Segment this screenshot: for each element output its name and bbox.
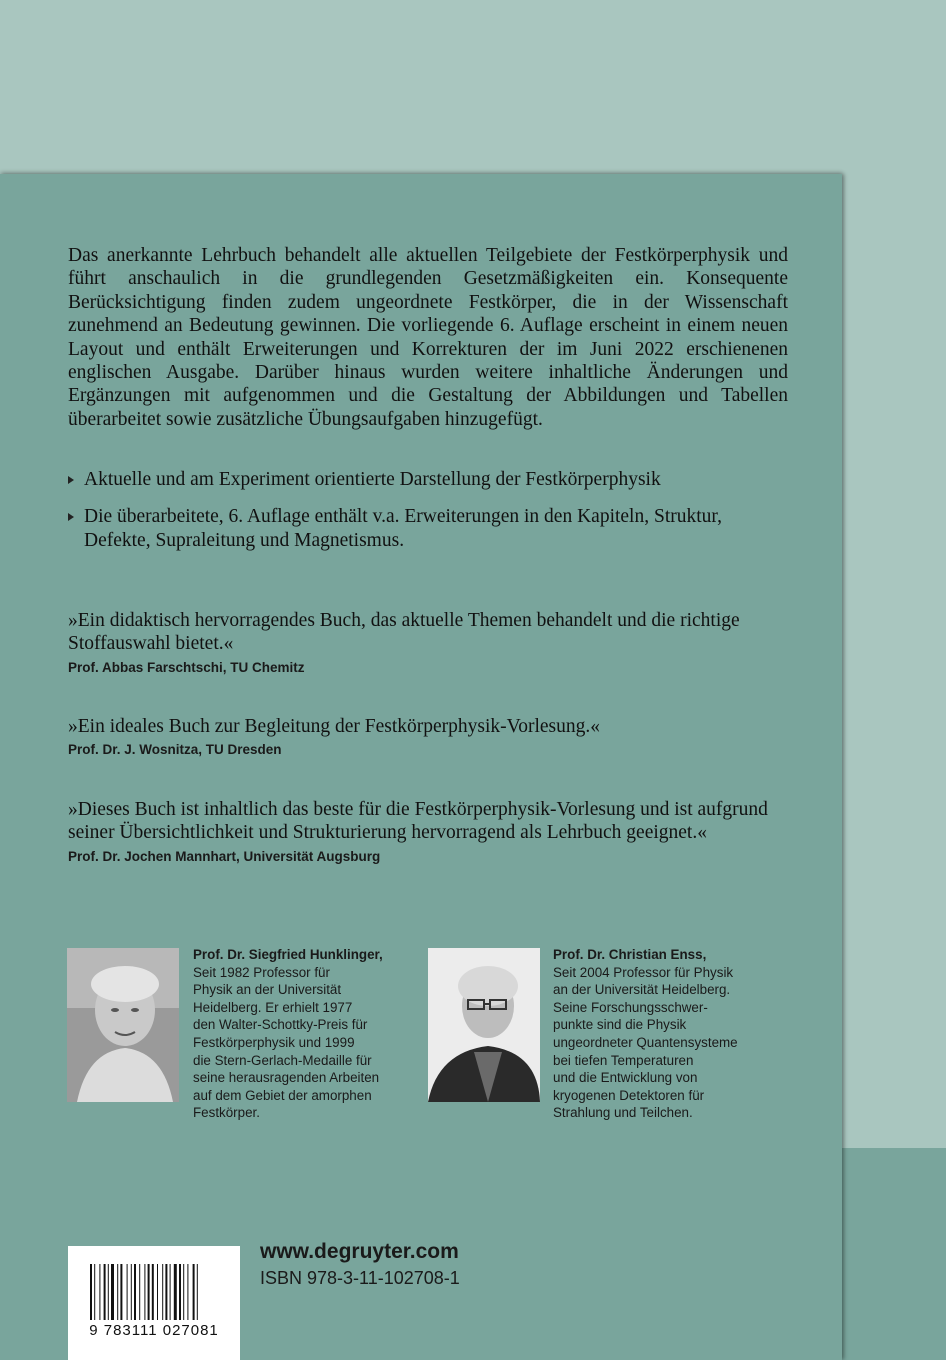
quote-text: »Ein ideales Buch zur Begleitung der Festkörperphysik-Vorlesung.« [68, 716, 600, 737]
barcode-bar [157, 1264, 158, 1320]
isbn-number: ISBN 978-3-11-102708-1 [260, 1268, 460, 1288]
barcode-bar [111, 1264, 114, 1320]
feature-item [68, 505, 788, 552]
feature-text: Die überarbeitete, 6. Auflage enthält v.a. Erweiterungen in den Kapiteln, Struktur, Defekte, Supraleitung und Magnetismus. [84, 506, 722, 551]
barcode-bar [179, 1264, 181, 1320]
review-quote [68, 798, 768, 864]
barcode-bar [94, 1264, 95, 1320]
author-name: Prof. Dr. Christian Enss, [553, 947, 707, 962]
barcode-bar [131, 1264, 132, 1320]
feature-list [68, 468, 788, 566]
author-bio-text: Seit 1982 Professor für Physik an der Universität Heidelberg. Er erhielt 1977 den Walter-Schottky-Preis für Festkörperphysik und 1999 die Stern-Gerlach-Medaille für seine herausragenden Arbeiten auf dem Gebiet der amorphen Festkörper. [193, 964, 380, 1121]
portrait-image [67, 948, 179, 1102]
background-strip [842, 1148, 946, 1360]
barcode-bar [139, 1264, 140, 1320]
barcode-bar [134, 1264, 136, 1320]
barcode-bar [120, 1264, 122, 1320]
barcode-bar [183, 1264, 184, 1320]
barcode-bar [193, 1264, 195, 1320]
bullet-triangle-icon [68, 513, 74, 521]
quote-text: »Dieses Buch ist inhaltlich das beste für die Festkörperphysik-Vorlesung und ist aufgrund seiner Übersichtlichkeit und Strukturierung hervorragend als Lehrbuch geeignet.« [68, 799, 768, 844]
author-name: Prof. Dr. Siegfried Hunklinger, [193, 947, 383, 962]
barcode-bar [90, 1264, 92, 1320]
author-photo-hunklinger [67, 948, 179, 1102]
publisher-url[interactable]: www.degruyter.com [260, 1240, 459, 1263]
barcode-bar [162, 1264, 163, 1320]
author-bio-enss [553, 946, 768, 1122]
barcode-bar [170, 1264, 171, 1320]
barcode-bars [68, 1246, 240, 1322]
barcode-bar [174, 1264, 177, 1320]
feature-item [68, 468, 788, 491]
barcode-bar [165, 1264, 167, 1320]
barcode-bar [104, 1264, 106, 1320]
barcode-bar [187, 1264, 188, 1320]
review-quote [68, 609, 768, 675]
barcode-bar [127, 1264, 128, 1320]
barcode-bar [197, 1264, 198, 1320]
barcode-bar [144, 1264, 145, 1320]
author-bio-text: Seit 2004 Professor für Physik an der Universität Heidelberg. Seine Forschungsschwer- punkte sind die Physik ungeordneter Quantensysteme bei tiefen Temperaturen und die Entwicklung von kryogenen Detektoren für Strahlung und Teilchen. [553, 964, 738, 1121]
quote-source: Prof. Dr. J. Wosnitza, TU Dresden [68, 742, 282, 758]
barcode-bar [152, 1264, 154, 1320]
author-photo-enss [428, 948, 540, 1102]
portrait-image [428, 948, 540, 1102]
review-quote [68, 715, 768, 757]
quote-source: Prof. Abbas Farschtschi, TU Chemitz [68, 659, 305, 675]
barcode-bar [148, 1264, 150, 1320]
blurb-text: Das anerkannte Lehrbuch behandelt alle aktuellen Teilgebiete der Festkörperphysik und führt anschaulich in die grundlegenden Gesetzmäßigkeiten ein. Konsequente Berücksichtigung finden zudem ungeordnete Festkörper, die in der Wissenschaft zunehmend an Bedeutung gewinnen. Die vorliegende 6. Auflage erscheint in einem neuen Layout und enthält Erweiterungen und Korrekturen der im Juni 2022 erschienenen englischen Ausgabe. Darüber hinaus wurden weitere inhaltliche Änderungen und Ergänzungen mit aufgenommen und die Gestaltung der Abbildungen und Tabellen überarbeitet sowie zusätzliche Übungsaufgaben hinzugefügt. [68, 245, 788, 430]
barcode-bar [117, 1264, 118, 1320]
barcode-digits: 9 783111 027081 [89, 1322, 219, 1339]
isbn-barcode [68, 1246, 240, 1360]
quote-source: Prof. Dr. Jochen Mannhart, Universität Augsburg [68, 848, 381, 864]
bullet-triangle-icon [68, 476, 74, 484]
author-bio-hunklinger [193, 946, 408, 1122]
feature-text: Aktuelle und am Experiment orientierte Darstellung der Festkörperphysik [84, 469, 661, 490]
quote-text: »Ein didaktisch hervorragendes Buch, das aktuelle Themen behandelt und die richtige Stoffauswahl bietet.« [68, 610, 740, 655]
barcode-bar [99, 1264, 100, 1320]
barcode-bar [108, 1264, 109, 1320]
